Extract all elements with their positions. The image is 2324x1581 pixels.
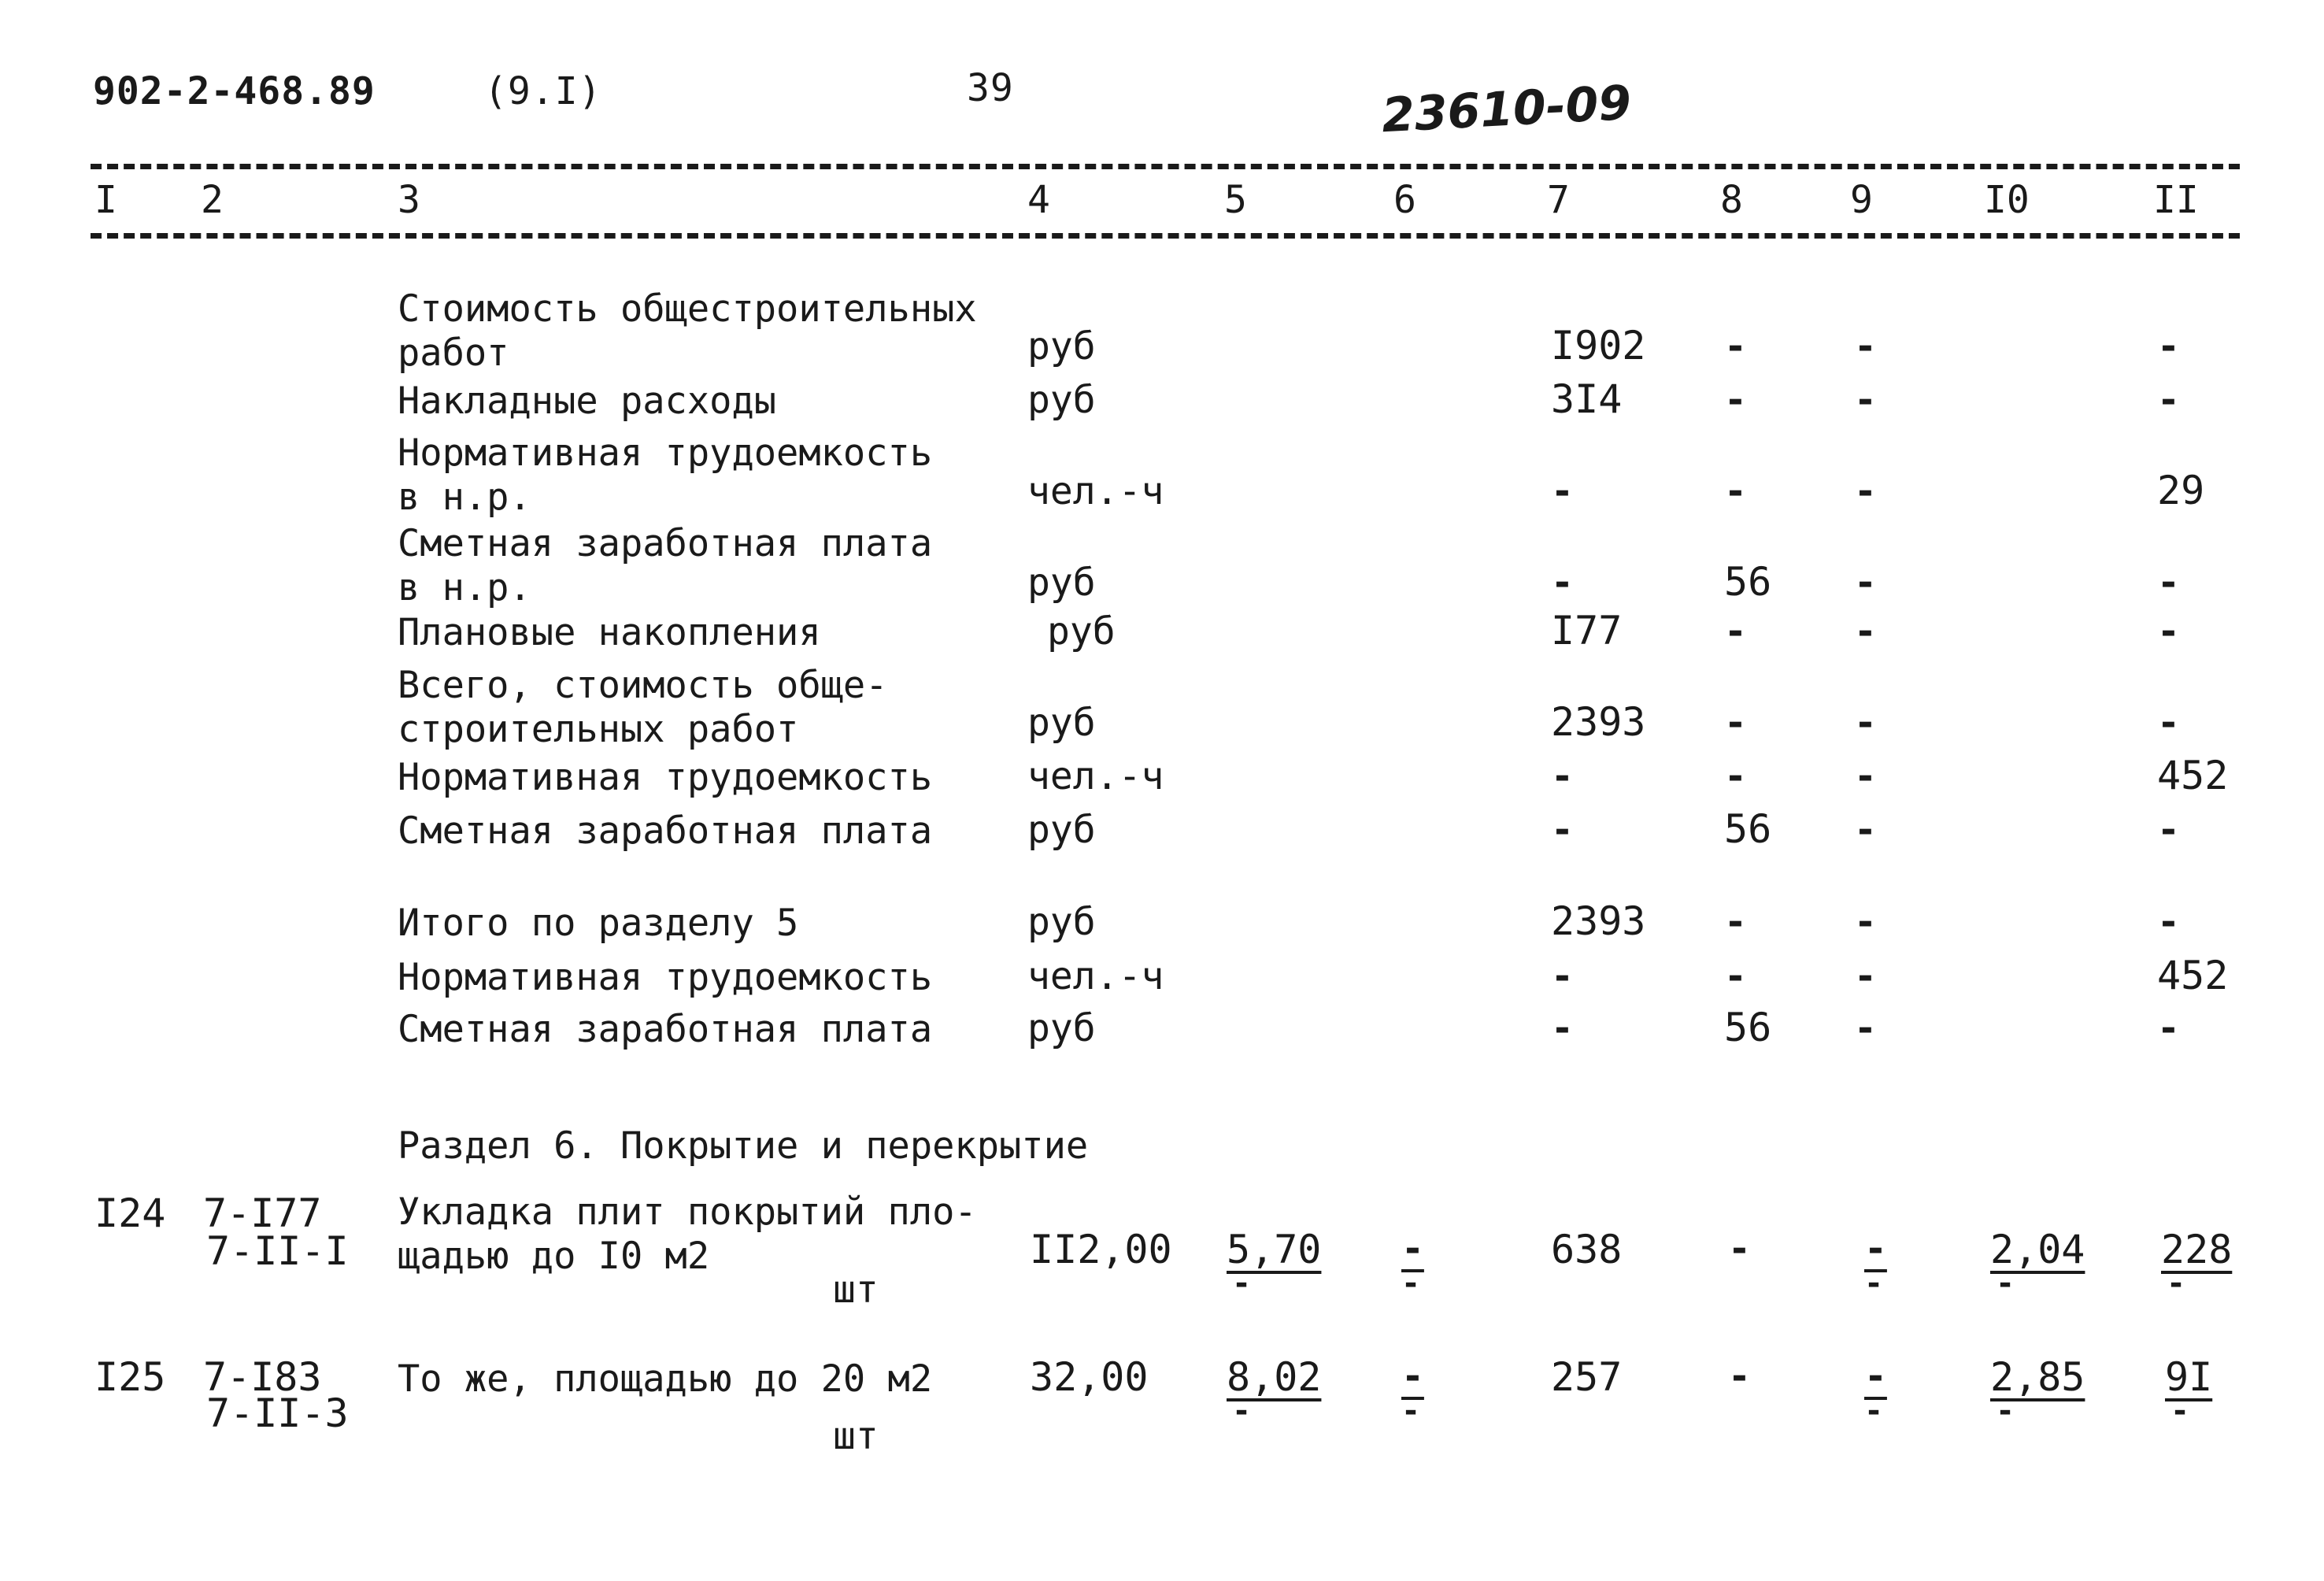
row-value-col11: -: [2157, 561, 2180, 605]
fraction-dash: -: [2170, 1393, 2190, 1429]
row-value-col8: 56: [1724, 559, 1772, 605]
row-value-col7: -: [1551, 954, 1574, 998]
row-description: Сметная заработная плата в н.р.: [398, 522, 933, 609]
row-value-col7: 257: [1551, 1354, 1623, 1400]
fraction-dash: -: [1232, 1265, 1252, 1301]
row-value-col9: -: [1854, 1006, 1877, 1050]
page-number: 39: [967, 66, 1014, 110]
row-description: Нормативная трудоемкость: [398, 956, 933, 999]
column-header: 2: [201, 178, 224, 222]
row-unit: руб: [1027, 701, 1096, 745]
column-header: 9: [1850, 178, 1873, 222]
row-value-col6: -: [1401, 1354, 1424, 1398]
row-value-col11: -: [2157, 808, 2180, 852]
row-value-col5: 8,02: [1227, 1354, 1322, 1400]
row-value-col8: -: [1724, 469, 1747, 513]
row-value-col7: -: [1551, 469, 1574, 513]
column-header: 8: [1720, 178, 1743, 222]
item-code-primary: 7-I77: [203, 1190, 322, 1236]
row-value-col4: 32,00: [1030, 1354, 1149, 1400]
fraction-dash: -: [1401, 1265, 1421, 1301]
row-value-col8: -: [1724, 378, 1747, 422]
row-value-col7: 3I4: [1551, 376, 1623, 422]
row-value-col7: -: [1551, 561, 1574, 605]
fraction-dash: -: [1864, 1265, 1884, 1301]
row-value-col8: -: [1724, 701, 1747, 745]
row-value-col11: -: [2157, 378, 2180, 422]
row-value-col9: -: [1854, 469, 1877, 513]
row-description: Укладка плит покрытий пло- щадью до I0 м2: [398, 1190, 977, 1278]
row-unit: руб: [1027, 808, 1096, 852]
row-value-col11: -: [2157, 900, 2180, 944]
row-unit: шт: [833, 1414, 879, 1458]
row-unit: руб: [1027, 378, 1096, 422]
row-value-col11: 29: [2157, 468, 2205, 513]
item-number: I24: [94, 1190, 166, 1236]
row-unit: шт: [833, 1268, 879, 1312]
row-value-col9: -: [1864, 1354, 1887, 1398]
row-value-col11: 452: [2157, 953, 2229, 998]
item-number: I25: [94, 1354, 166, 1400]
fraction-dash: -: [1996, 1265, 2015, 1301]
fraction-dash: -: [1232, 1393, 1252, 1429]
fraction-dash: -: [1401, 1393, 1421, 1429]
document-code: 902-2-468.89: [93, 69, 376, 113]
row-value-col11: 452: [2157, 753, 2229, 798]
row-value-col8: -: [1724, 900, 1747, 944]
row-value-col9: -: [1854, 900, 1877, 944]
row-value-col11: 228: [2161, 1227, 2233, 1272]
row-unit: чел.-ч: [1027, 469, 1164, 513]
row-unit: руб: [1027, 324, 1096, 368]
row-description: Сметная заработная плата: [398, 809, 933, 853]
section-title: Раздел 6. Покрытие и перекрытие: [398, 1124, 1089, 1168]
column-header: II: [2153, 178, 2199, 222]
fraction-dash: -: [1864, 1393, 1884, 1429]
header-rule-top: [91, 164, 2240, 169]
column-header: 6: [1393, 178, 1416, 222]
fraction-dash: -: [2167, 1265, 2186, 1301]
row-value-col9: -: [1854, 609, 1877, 654]
row-value-col7: -: [1551, 1006, 1574, 1050]
row-unit: чел.-ч: [1027, 754, 1164, 798]
column-header: 3: [398, 178, 420, 222]
column-header: 5: [1224, 178, 1247, 222]
column-header: I: [94, 178, 117, 222]
row-value-col7: I77: [1551, 608, 1623, 654]
row-value-col11: 9I: [2165, 1354, 2213, 1400]
row-value-col9: -: [1854, 324, 1877, 368]
row-value-col7: 2393: [1551, 699, 1646, 745]
row-value-col8: -: [1724, 324, 1747, 368]
archive-stamp: 23610-09: [1380, 75, 1633, 144]
row-description: То же, площадью до 20 м2: [398, 1357, 933, 1401]
row-value-col11: -: [2157, 1006, 2180, 1050]
row-unit: чел.-ч: [1027, 954, 1164, 998]
row-value-col11: -: [2157, 609, 2180, 654]
row-unit: руб: [1027, 1006, 1096, 1050]
column-header: 7: [1547, 178, 1570, 222]
row-value-col7: 638: [1551, 1227, 1623, 1272]
column-header: I0: [1984, 178, 2030, 222]
row-value-col8: -: [1724, 954, 1747, 998]
row-value-col7: -: [1551, 808, 1574, 852]
row-value-col8: -: [1728, 1227, 1751, 1271]
column-header: 4: [1027, 178, 1050, 222]
row-value-col8: 56: [1724, 1005, 1772, 1050]
row-value-col9: -: [1854, 954, 1877, 998]
row-description: Сметная заработная плата: [398, 1008, 933, 1051]
row-value-col10: 2,85: [1990, 1354, 2085, 1400]
row-unit: руб: [1027, 900, 1096, 944]
row-value-col8: 56: [1724, 806, 1772, 852]
row-value-col10: 2,04: [1990, 1227, 2085, 1272]
row-value-col9: -: [1864, 1227, 1887, 1271]
row-value-col9: -: [1854, 378, 1877, 422]
row-description: Плановые накопления: [398, 611, 821, 654]
row-value-col5: 5,70: [1227, 1227, 1322, 1272]
row-value-col7: -: [1551, 754, 1574, 798]
row-value-col11: -: [2157, 324, 2180, 368]
row-value-col7: I902: [1551, 323, 1646, 368]
row-unit: руб: [1047, 609, 1116, 654]
item-code-secondary: 7-II-3: [206, 1390, 349, 1436]
item-code-secondary: 7-II-I: [206, 1228, 349, 1274]
row-value-col9: -: [1854, 561, 1877, 605]
row-description: Накладные расходы: [398, 380, 777, 423]
row-value-col8: -: [1724, 754, 1747, 798]
row-unit: руб: [1027, 561, 1096, 605]
row-value-col8: -: [1728, 1354, 1751, 1398]
row-description: Стоимость общестроительных работ: [398, 287, 977, 375]
row-description: Всего, стоимость обще- строительных работ: [398, 664, 888, 751]
row-description: Нормативная трудоемкость: [398, 756, 933, 799]
row-value-col9: -: [1854, 754, 1877, 798]
row-description: Нормативная трудоемкость в н.р.: [398, 431, 933, 519]
section-code: (9.I): [484, 69, 602, 113]
row-value-col9: -: [1854, 808, 1877, 852]
row-value-col8: -: [1724, 609, 1747, 654]
row-value-col7: 2393: [1551, 898, 1646, 944]
row-description: Итого по разделу 5: [398, 902, 799, 945]
header-rule-bottom: [91, 233, 2240, 239]
row-value-col11: -: [2157, 701, 2180, 745]
row-value-col6: -: [1401, 1227, 1424, 1271]
item-code-primary: 7-I83: [203, 1354, 322, 1400]
row-value-col4: II2,00: [1030, 1227, 1172, 1272]
fraction-dash: -: [1996, 1393, 2015, 1429]
row-value-col9: -: [1854, 701, 1877, 745]
